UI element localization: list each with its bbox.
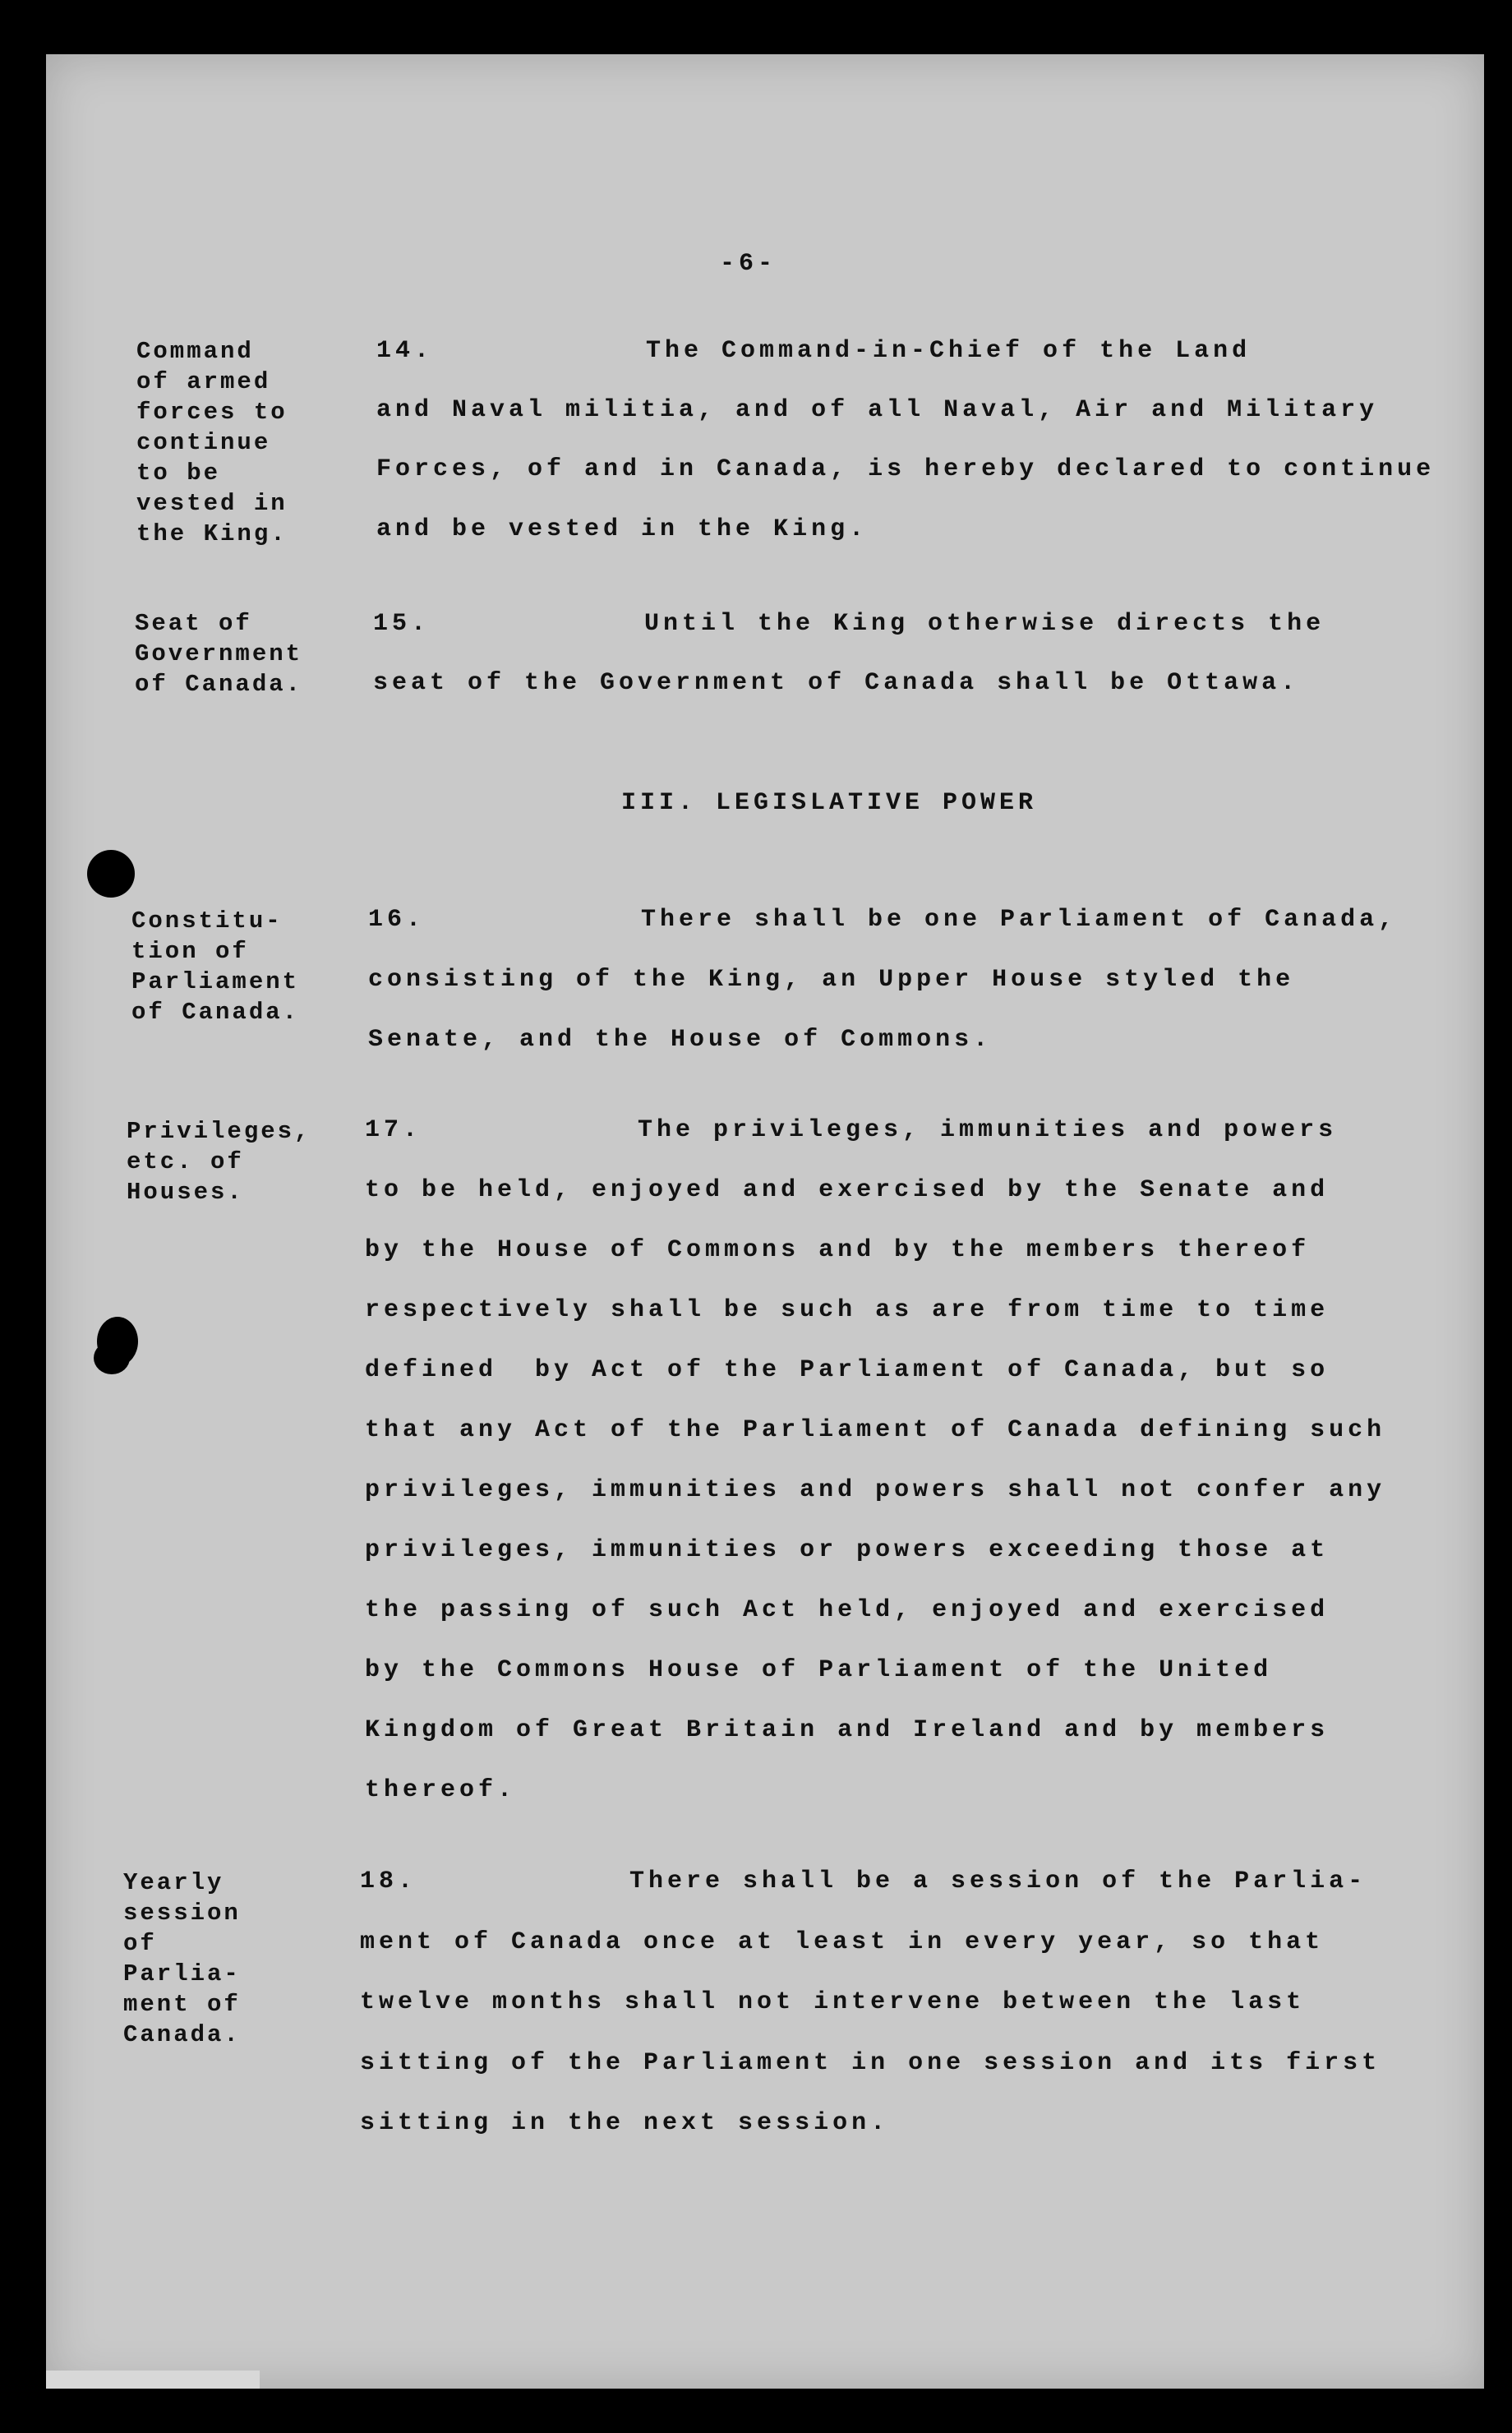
body-line: There shall be a session of the Parlia- — [629, 1867, 1367, 1895]
marginal-note-line: Yearly — [123, 1869, 224, 1896]
body-line: to be held, enjoyed and exercised by the Senate and — [365, 1176, 1330, 1204]
marginal-note-line: Constitu- — [131, 907, 283, 935]
marginal-note-line: Government — [135, 640, 303, 667]
body-line: The privileges, immunities and powers — [638, 1116, 1338, 1144]
section-number: 14. — [376, 337, 434, 365]
marginal-note-line: forces to — [136, 399, 288, 426]
body-line: twelve months shall not intervene between the last — [360, 1988, 1306, 2016]
punch-hole — [94, 1341, 130, 1374]
marginal-note-line: the King. — [136, 520, 288, 547]
body-line: thereof. — [365, 1776, 517, 1804]
body-line: sitting of the Parliament in one session and its first — [360, 2049, 1381, 2077]
body-line: and be vested in the King. — [376, 515, 869, 543]
marginal-note-line: vested in — [136, 490, 288, 517]
marginal-note-line: of — [123, 1930, 157, 1957]
body-line: privileges, immunities and powers shall not confer any — [365, 1476, 1386, 1504]
body-line: defined by Act of the Parliament of Canada, but so — [365, 1356, 1330, 1384]
body-line: ment of Canada once at least in every year, so that — [360, 1928, 1325, 1956]
body-line: consisting of the King, an Upper House styled the — [368, 966, 1295, 994]
body-line: seat of the Government of Canada shall be Ottawa. — [373, 669, 1300, 697]
section-number: 17. — [365, 1116, 422, 1144]
body-line: privileges, immunities or powers exceeding those at — [365, 1536, 1330, 1564]
part-heading: III. LEGISLATIVE POWER — [621, 789, 1038, 817]
marginal-note-line: etc. of — [127, 1148, 244, 1175]
body-line: respectively shall be such as are from time to time — [365, 1296, 1330, 1324]
section-number: 16. — [368, 906, 426, 934]
body-line: and Naval militia, and of all Naval, Air and Military — [376, 396, 1379, 424]
marginal-note-line: Privileges, — [127, 1118, 311, 1145]
body-line: The Command-in-Chief of the Land — [646, 337, 1252, 365]
body-line: the passing of such Act held, enjoyed and exercised — [365, 1596, 1330, 1624]
body-line: Senate, and the House of Commons. — [368, 1026, 993, 1054]
marginal-note-line: Parlia- — [123, 1960, 241, 1987]
body-line: by the Commons House of Parliament of the United — [365, 1656, 1273, 1684]
marginal-note-line: Command — [136, 338, 254, 365]
section-number: 15. — [373, 610, 431, 638]
marginal-note-line: Canada. — [123, 2021, 241, 2048]
marginal-note-line: Houses. — [127, 1179, 244, 1206]
body-line: by the House of Commons and by the members thereof — [365, 1236, 1311, 1264]
paper-edge-strip — [46, 2371, 260, 2389]
marginal-note-line: Seat of — [135, 610, 252, 637]
marginal-note-line: of armed — [136, 368, 271, 395]
marginal-note-line: ment of — [123, 1991, 241, 2018]
body-line: sitting in the next session. — [360, 2109, 890, 2137]
marginal-note-line: of Canada. — [131, 999, 300, 1026]
marginal-note-line: session — [123, 1900, 241, 1927]
marginal-note-line: tion of — [131, 938, 249, 965]
document-page — [46, 54, 1484, 2389]
body-line: Until the King otherwise directs the — [644, 610, 1325, 638]
page-number: -6- — [720, 250, 777, 278]
marginal-note-line: to be — [136, 459, 221, 487]
section-number: 18. — [360, 1867, 417, 1895]
body-line: that any Act of the Parliament of Canada defining such — [365, 1416, 1386, 1444]
marginal-note-line: continue — [136, 429, 271, 456]
marginal-note-line: Parliament — [131, 968, 300, 995]
body-line: Kingdom of Great Britain and Ireland and by members — [365, 1716, 1330, 1744]
body-line: Forces, of and in Canada, is hereby declared to continue — [376, 455, 1436, 483]
body-line: There shall be one Parliament of Canada, — [641, 906, 1398, 934]
punch-hole — [87, 850, 135, 898]
marginal-note-line: of Canada. — [135, 671, 303, 698]
